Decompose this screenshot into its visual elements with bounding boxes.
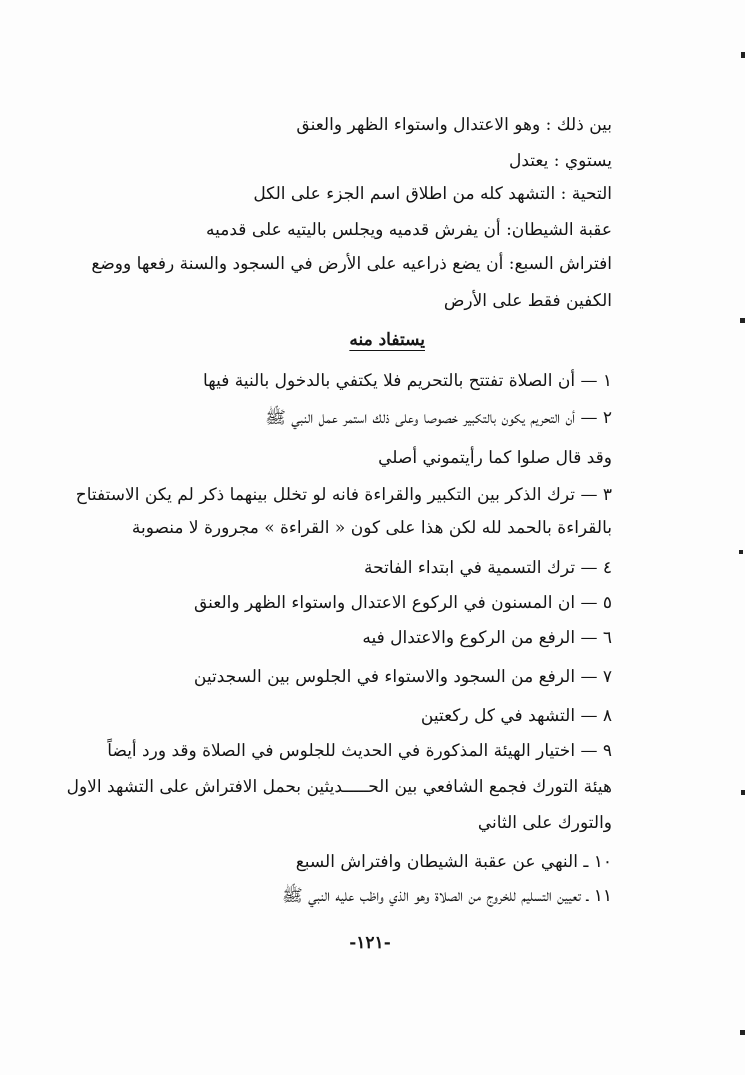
list-item: ٣ — ترك الذكر بين التكبير والقراءة فانه لو تخلل بينهما ذكر لم يكن الاستفتاح [75, 485, 612, 505]
list-item: ٧ — الرفع من السجود والاستواء في الجلوس بين السجدتين [193, 667, 612, 687]
list-item: هيئة التورك فجمع الشافعي بين الحـــــديثين بحمل الافتراش على التشهد الاول [66, 777, 612, 797]
list-item: ١٠ ـ النهي عن عقبة الشيطان وافتراش السبع [295, 852, 612, 872]
glossary-line: يستوي : يعتدل [509, 151, 612, 171]
glossary-line: عقبة الشيطان: أن يفرش قدميه ويجلس باليتيه على قدميه [206, 220, 612, 240]
page-number: -١٢١- [349, 933, 391, 953]
glossary-line: الكفين فقط على الأرض [443, 291, 612, 311]
list-item: بالقراءة بالحمد لله لكن هذا على كون « القراءة » مجرورة لا منصوبة [131, 518, 612, 538]
list-item: ٩ — اختيار الهيئة المذكورة في الحديث للجلوس في الصلاة وقد ورد أيضاً [107, 741, 612, 761]
list-item: والتورك على الثاني [477, 813, 612, 833]
list-item: ١١ ـ تعيين التسليم للخروج من الصلاة وهو الذي واظب عليه النبي ﷺ [282, 886, 612, 906]
scan-mark [741, 790, 745, 795]
list-item: ٨ — التشهد في كل ركعتين [420, 706, 612, 726]
glossary-line: التحية : التشهد كله من اطلاق اسم الجزء على الكل [253, 184, 612, 204]
glossary-line: افتراش السبع: أن يضع ذراعيه على الأرض في السجود والسنة رفعها ووضع [91, 254, 612, 274]
scan-mark [741, 52, 745, 58]
scan-mark [739, 550, 743, 554]
scan-mark [740, 1030, 745, 1035]
glossary-line: بين ذلك : وهو الاعتدال واستواء الظهر والعنق [296, 115, 612, 135]
list-item: ٦ — الرفع من الركوع والاعتدال فيه [362, 628, 612, 648]
list-item: ٢ — أن التحريم يكون بالتكبير خصوصا وعلى ذلك استمر عمل النبي ﷺ [265, 408, 612, 428]
section-heading: يستفاد منه [349, 330, 425, 350]
list-item: وقد قال صلوا كما رأيتموني أصلي [378, 448, 612, 468]
list-item: ١ — أن الصلاة تفتتح بالتحريم فلا يكتفي بالدخول بالنية فيها [203, 371, 612, 391]
list-item: ٤ — ترك التسمية في ابتداء الفاتحة [364, 558, 612, 578]
scan-mark [740, 318, 745, 323]
list-item: ٥ — ان المسنون في الركوع الاعتدال واستواء الظهر والعنق [193, 593, 612, 613]
